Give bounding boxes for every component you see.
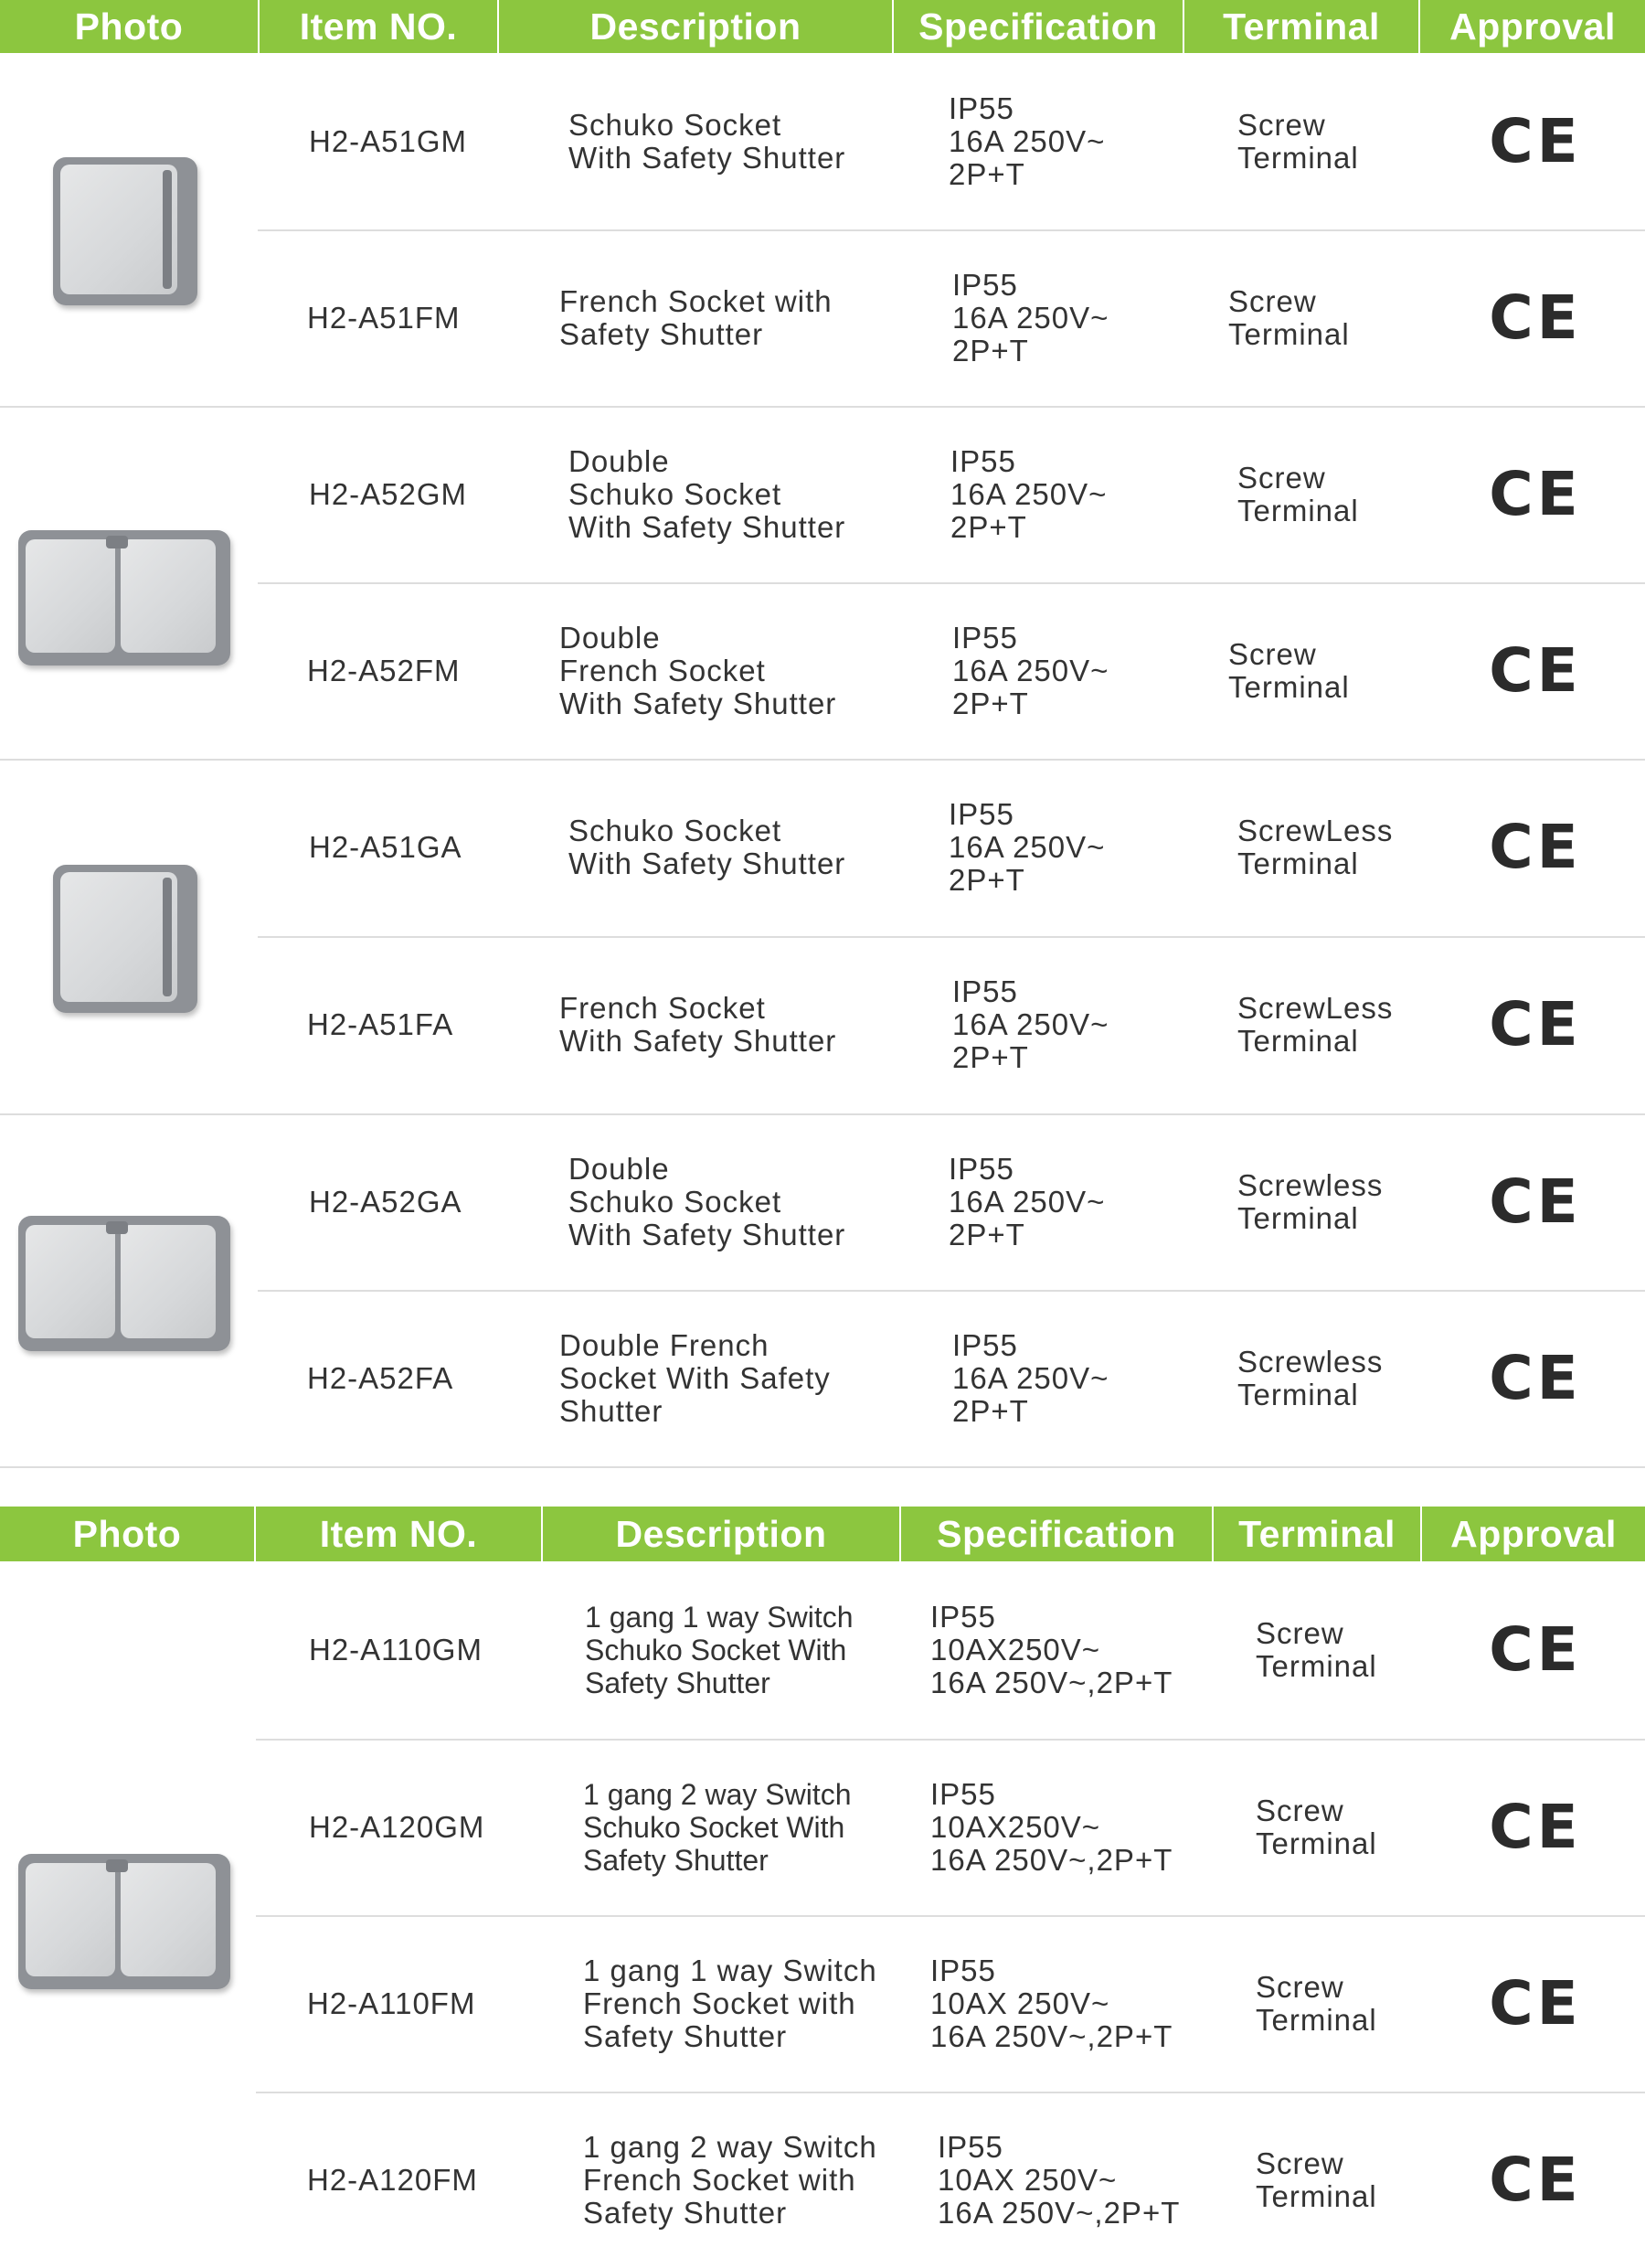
specification-cell: IP55 10AX250V~ 16A 250V~,2P+T <box>930 1776 1173 1877</box>
specification-cell: IP55 10AX250V~ 16A 250V~,2P+T <box>930 1599 1173 1699</box>
specification-cell: IP55 16A 250V~ 2P+T <box>949 91 1106 191</box>
table-row <box>0 1561 1645 1738</box>
terminal-cell: Screwless Terminal <box>1237 1167 1384 1235</box>
table-row <box>0 936 1645 1113</box>
header-description: Description <box>589 5 801 48</box>
header-photo: Photo <box>72 1512 182 1555</box>
header-specification: Specification <box>937 1512 1176 1555</box>
description-cell: Schuko Socket With Safety Shutter <box>568 107 846 175</box>
item-number: H2-A51GM <box>309 123 468 158</box>
description-cell: Double Schuko Socket With Safety Shutter <box>568 443 846 544</box>
specification-cell: IP55 16A 250V~ 2P+T <box>952 267 1109 367</box>
item-number: H2-A120GM <box>309 1809 485 1844</box>
header-description: Description <box>615 1512 827 1555</box>
terminal-cell: ScrewLess Terminal <box>1237 813 1394 880</box>
specification-cell: IP55 16A 250V~ 2P+T <box>952 974 1109 1074</box>
table-row <box>0 2092 1645 2268</box>
table-row <box>0 1915 1645 2092</box>
terminal-cell: Screw Terminal <box>1237 107 1359 175</box>
item-number: H2-A51FM <box>307 300 461 335</box>
ce-mark-icon: CE <box>1489 1613 1582 1685</box>
specification-cell: IP55 16A 250V~ 2P+T <box>952 1327 1109 1428</box>
table-row <box>0 406 1645 582</box>
item-number: H2-A110FM <box>307 1986 476 2020</box>
terminal-cell: Screw Terminal <box>1228 636 1350 704</box>
description-cell: Double Schuko Socket With Safety Shutter <box>568 1151 846 1251</box>
terminal-cell: Screw Terminal <box>1256 1615 1377 1683</box>
table-row <box>0 1290 1645 1466</box>
item-number: H2-A110GM <box>309 1632 483 1666</box>
ce-mark-icon: CE <box>1489 1342 1582 1413</box>
terminal-cell: Screw Terminal <box>1228 283 1350 351</box>
terminal-cell: ScrewLess Terminal <box>1237 990 1394 1058</box>
header-item-no: Item NO. <box>299 5 458 48</box>
ce-mark-icon: CE <box>1489 2144 1582 2215</box>
terminal-cell: Screwless Terminal <box>1237 1344 1384 1411</box>
description-cell: French Socket With Safety Shutter <box>559 990 837 1058</box>
terminal-cell: Screw Terminal <box>1256 2146 1377 2213</box>
item-number: H2-A52FA <box>307 1360 454 1395</box>
header-photo: Photo <box>74 5 184 48</box>
description-cell: French Socket with Safety Shutter <box>559 283 833 351</box>
ce-mark-icon: CE <box>1489 988 1582 1059</box>
header-item-no: Item NO. <box>319 1512 478 1555</box>
ce-mark-icon: CE <box>1489 634 1582 706</box>
header-terminal: Terminal <box>1223 5 1380 48</box>
description-cell: Double French Socket With Safety Shutter <box>559 1327 831 1428</box>
terminal-cell: Screw Terminal <box>1256 1969 1377 2037</box>
table-row <box>0 582 1645 759</box>
ce-mark-icon: CE <box>1489 105 1582 176</box>
table-row <box>0 759 1645 935</box>
terminal-cell: Screw Terminal <box>1256 1793 1377 1860</box>
description-cell: 1 gang 1 way Switch French Socket with Safety Shutter <box>583 1953 877 2053</box>
ce-mark-icon: CE <box>1489 811 1582 882</box>
item-number: H2-A52FM <box>307 653 461 687</box>
description-cell: 1 gang 2 way Switch French Socket with Safety Shutter <box>583 2129 877 2230</box>
specification-cell: IP55 16A 250V~ 2P+T <box>949 796 1106 897</box>
ce-mark-icon: CE <box>1489 282 1582 353</box>
item-number: H2-A51GA <box>309 829 462 864</box>
ce-mark-icon: CE <box>1489 458 1582 529</box>
table-row <box>0 53 1645 229</box>
description-cell: Double French Socket With Safety Shutter <box>559 620 837 720</box>
table-header <box>0 1507 1645 1561</box>
terminal-cell: Screw Terminal <box>1237 460 1359 527</box>
item-number: H2-A120FM <box>307 2162 478 2197</box>
description-cell: 1 gang 1 way Switch Schuko Socket With Safety Shutter <box>585 1600 854 1699</box>
specification-cell: IP55 10AX 250V~ 16A 250V~,2P+T <box>938 2129 1181 2230</box>
item-number: H2-A52GA <box>309 1184 462 1219</box>
table-header <box>0 0 1645 53</box>
specification-cell: IP55 16A 250V~ 2P+T <box>949 1151 1106 1251</box>
header-terminal: Terminal <box>1238 1512 1396 1555</box>
ce-mark-icon: CE <box>1489 1166 1582 1237</box>
specification-cell: IP55 16A 250V~ 2P+T <box>952 620 1109 720</box>
item-number: H2-A51FA <box>307 1006 454 1041</box>
table-row <box>0 1739 1645 1915</box>
ce-mark-icon: CE <box>1489 1967 1582 2039</box>
header-approval: Approval <box>1449 5 1616 48</box>
specification-cell: IP55 10AX 250V~ 16A 250V~,2P+T <box>930 1953 1173 2053</box>
table-row <box>0 229 1645 406</box>
description-cell: Schuko Socket With Safety Shutter <box>568 813 846 880</box>
table-row <box>0 1113 1645 1290</box>
description-cell: 1 gang 2 way Switch Schuko Socket With Safety Shutter <box>583 1777 852 1877</box>
ce-mark-icon: CE <box>1489 1791 1582 1862</box>
item-number: H2-A52GM <box>309 476 468 511</box>
header-approval: Approval <box>1450 1512 1617 1555</box>
specification-cell: IP55 16A 250V~ 2P+T <box>950 443 1108 544</box>
header-specification: Specification <box>918 5 1158 48</box>
